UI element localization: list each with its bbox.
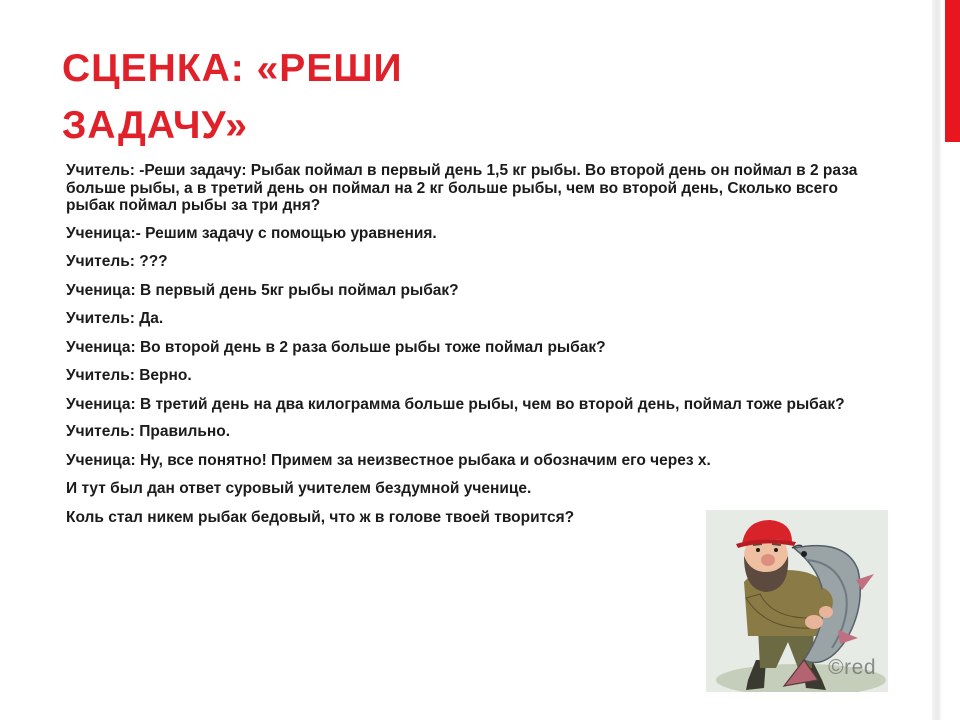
red-accent-bar [945,0,960,142]
fisherman-caricature-image [706,510,888,692]
dialogue-line: Учитель: -Реши задачу: Рыбак поймал в первый день 1,5 кг рыбы. Во второй день он поймал в 2 раза больше рыбы, а в третий день он поймал на 2 кг больше рыбы, чем во второй день, Сколько всего рыбак поймал рыбы за три дня? [66,162,858,214]
dialogue-line: Ученица:- Решим задачу с помощью уравнения. [66,224,437,242]
dialogue-line: Коль стал никем рыбак бедовый, что ж в голове твоей творится? [66,508,575,526]
title-line-1: СЦЕНКА: «РЕШИ [62,47,403,90]
dialogue-line: Ученица: В третий день на два килограмма больше рыбы, чем во второй день, поймал тоже рыбак? [66,395,845,413]
dialogue-line: Учитель: Верно. [66,367,192,384]
dialogue-line: Учитель: Да. [66,310,164,327]
title-line-2: ЗАДАЧУ» [62,104,248,147]
dialogue-line: Ученица: В первый день 5кг рыбы поймал рыбак? [66,281,459,299]
dialogue-line: И тут был дан ответ суровый учителем бездумной ученице. [66,480,532,497]
dialogue-line: Учитель: ??? [66,253,168,270]
slide-title [62,40,662,154]
dialogue-line: Ученица: Ну, все понятно! Примем за неизвестное рыбака и обозначим его через х. [66,451,711,469]
dialogue-line: Учитель: Правильно. [66,423,231,440]
dialogue-line: Ученица: Во второй день в 2 раза больше рыбы тоже поймал рыбак? [66,338,606,356]
dialogue-text [66,162,886,537]
image-watermark: ©red [828,656,876,679]
